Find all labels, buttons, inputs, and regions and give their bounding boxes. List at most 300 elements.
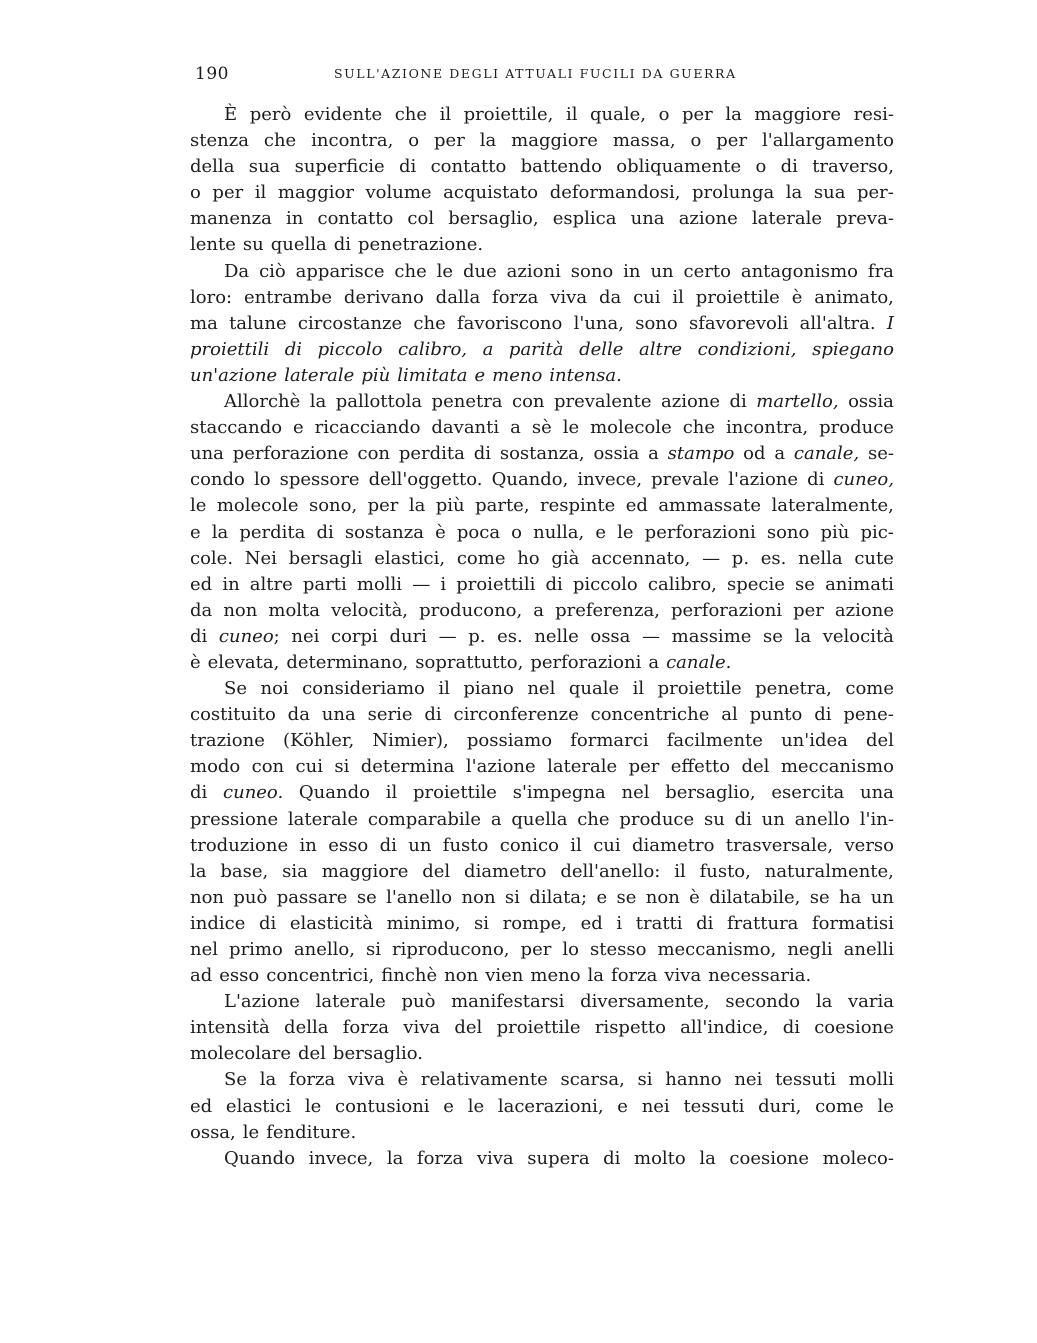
word: o: [190, 182, 201, 204]
word: i: [616, 912, 623, 934]
word: da: [190, 599, 213, 621]
word: per: [212, 182, 244, 204]
word: soprattutto,: [415, 651, 524, 673]
word: proiettili: [190, 338, 270, 360]
word: col: [407, 208, 435, 230]
text-line: [190, 1148, 894, 1174]
word: favoriscono: [457, 312, 563, 334]
word: da: [598, 286, 622, 308]
word: molli: [848, 1069, 894, 1091]
word: formarci: [570, 730, 649, 752]
word: contatto: [430, 156, 507, 178]
word: manifestarsi: [451, 991, 565, 1013]
word: sia: [282, 860, 308, 882]
word: troduzione: [190, 834, 289, 856]
paragraph: [190, 1069, 894, 1147]
word: e: [595, 521, 607, 543]
word: dalla: [435, 286, 481, 308]
word: esercita: [771, 782, 845, 804]
word: meno: [492, 364, 543, 386]
word: di: [696, 912, 714, 934]
text-line: [190, 887, 894, 913]
text-line: [190, 417, 894, 443]
text-line: [190, 234, 894, 260]
word: ma: [190, 312, 218, 334]
text-line: [190, 391, 894, 417]
word: di: [473, 443, 491, 465]
word: e: [443, 1095, 454, 1117]
word: perforazioni: [671, 599, 783, 621]
word: del: [741, 756, 770, 778]
word: la: [479, 130, 497, 152]
word: che: [413, 312, 446, 334]
word: spessore: [279, 469, 360, 491]
word: con: [251, 756, 285, 778]
word: per: [367, 495, 399, 517]
word: ed: [190, 1095, 213, 1117]
word: a: [648, 443, 659, 465]
word: ciò: [259, 260, 286, 282]
word: massime: [671, 625, 752, 647]
word: della: [190, 156, 235, 178]
word: punto: [749, 704, 803, 726]
word: che: [394, 104, 428, 125]
word: cuneo;: [218, 625, 280, 647]
text-line: [190, 287, 894, 313]
word: nella: [798, 547, 843, 569]
word: del: [297, 1043, 326, 1065]
word: ed: [625, 495, 648, 517]
word: proiettile: [496, 1017, 581, 1039]
word: sostanza: [344, 521, 424, 543]
word: forza: [492, 286, 539, 308]
word: già: [551, 547, 580, 569]
word: sfavorevoli: [688, 312, 789, 334]
word: condizioni,: [697, 338, 797, 360]
word: duri: [389, 625, 427, 647]
word: varia: [848, 991, 894, 1013]
word: si: [504, 886, 520, 908]
word: e: [617, 1095, 628, 1117]
word: la: [408, 495, 426, 517]
word: un: [650, 260, 674, 282]
word: per: [520, 939, 552, 960]
word: sua: [813, 182, 846, 204]
word: scarsa,: [560, 1069, 625, 1091]
text-line: [190, 782, 894, 808]
word: in: [222, 573, 240, 595]
word: azione: [661, 391, 721, 413]
word: esso: [219, 965, 260, 987]
word: stesso: [589, 939, 647, 960]
word: nei: [734, 1069, 763, 1091]
text-line: [190, 730, 894, 756]
word: pene-: [843, 704, 894, 726]
word: circonferenze: [453, 704, 579, 726]
word: o: [408, 130, 420, 152]
word: in: [623, 260, 641, 282]
word: quella: [270, 234, 327, 256]
word: coesione: [814, 1017, 894, 1039]
text-line: [190, 1069, 894, 1095]
word: esso: [328, 834, 369, 856]
paragraph: [190, 261, 894, 391]
word: a: [533, 599, 545, 621]
word: di: [398, 156, 417, 178]
word: che: [682, 417, 716, 439]
word: L'azione: [224, 991, 300, 1013]
word: una: [630, 208, 665, 230]
word: le: [436, 260, 454, 282]
word: ha: [839, 886, 862, 908]
word: di: [284, 338, 302, 360]
word: superficie: [294, 156, 385, 178]
paragraph: [190, 1148, 894, 1174]
word: azioni: [506, 260, 561, 282]
word: relativamente: [420, 1069, 548, 1091]
word: fusto: [442, 834, 489, 856]
word: se: [356, 886, 377, 908]
word: il: [672, 286, 684, 308]
word: viva: [550, 286, 588, 308]
word: è: [689, 886, 700, 908]
word: spiegano: [812, 338, 894, 360]
word: il: [385, 782, 398, 804]
word: che: [394, 260, 427, 282]
word: il: [439, 104, 452, 125]
word: —: [642, 625, 661, 647]
word: Nei: [244, 547, 277, 569]
word: proiettile: [412, 782, 497, 804]
word: di: [379, 834, 397, 856]
word: più: [361, 364, 391, 386]
word: forza: [416, 1147, 464, 1169]
word: penetra: [431, 391, 503, 413]
word: non: [190, 886, 225, 908]
word: forza: [288, 1069, 336, 1091]
word: apparisce: [295, 260, 385, 282]
word: martello,: [756, 391, 839, 413]
word: con: [357, 443, 391, 465]
word: a: [774, 443, 786, 465]
word: intensità: [190, 1017, 270, 1039]
word: le: [467, 1095, 485, 1117]
word: si: [474, 912, 490, 934]
word: rompe,: [502, 912, 568, 934]
word: proiettile: [695, 286, 780, 308]
word: loro:: [190, 286, 233, 308]
word: sè: [531, 417, 552, 439]
word: si: [334, 756, 350, 778]
text-line: [190, 626, 894, 652]
word: derivano: [343, 286, 424, 308]
word: una: [190, 443, 224, 465]
word: ed: [190, 573, 213, 595]
word: ho: [517, 547, 540, 569]
word: pressione: [190, 808, 279, 830]
word: trasversale,: [725, 834, 834, 856]
word: concentrici,: [266, 965, 375, 987]
word: laterale: [751, 208, 823, 230]
word: dilatabile,: [709, 886, 801, 908]
word: invece,: [308, 1147, 374, 1169]
word: quale: [568, 678, 620, 700]
word: cuneo.: [223, 782, 284, 804]
word: calibro,: [398, 338, 468, 360]
word: formatisi: [812, 912, 894, 934]
word: passare: [276, 886, 348, 908]
word: resi-: [853, 104, 894, 125]
word: quella: [511, 808, 568, 830]
word: di: [333, 234, 352, 256]
word: pallottola: [335, 391, 423, 413]
word: proiettile,: [463, 104, 554, 125]
word: anello: [794, 808, 850, 830]
word: hanno: [665, 1069, 722, 1091]
word: di: [545, 573, 563, 595]
word: meno: [530, 965, 581, 987]
word: le: [242, 1121, 260, 1143]
word: di: [190, 782, 208, 804]
word: il: [565, 104, 578, 125]
word: un'idea: [781, 730, 848, 752]
word: il: [674, 860, 686, 882]
word: per: [681, 104, 713, 125]
page-header: [195, 60, 895, 86]
word: minimo,: [386, 912, 461, 934]
word: secondo: [725, 991, 801, 1013]
word: molecole: [216, 495, 299, 517]
word: può: [233, 886, 268, 908]
word: facilmente: [666, 730, 763, 752]
word: sono,: [308, 495, 358, 517]
paragraph: [190, 391, 894, 678]
word: stampo: [667, 443, 735, 465]
word: per: [628, 756, 660, 778]
word: laterale: [284, 364, 355, 386]
word: un: [408, 834, 432, 856]
word: preferenza,: [555, 599, 660, 621]
word: laterale: [315, 991, 386, 1013]
text-line: [190, 261, 894, 287]
page-number: 190: [195, 64, 229, 84]
word: è: [397, 1069, 409, 1091]
word: cole.: [190, 547, 234, 569]
word: stenza: [190, 130, 249, 152]
word: le: [562, 417, 580, 439]
word: nel: [190, 939, 219, 960]
word: poca: [456, 521, 501, 543]
word: canale.: [666, 651, 732, 673]
word: laterale: [287, 808, 359, 830]
word: si: [637, 1069, 653, 1091]
word: la: [309, 391, 327, 413]
word: più: [820, 521, 850, 543]
word: volume: [365, 182, 432, 204]
word: produce: [619, 808, 695, 830]
word: lacerazioni,: [497, 1095, 604, 1117]
word: verso: [844, 834, 894, 856]
word: necessaria.: [708, 965, 812, 987]
word: diametro: [464, 860, 547, 882]
word: nei: [641, 1095, 670, 1117]
word: maggiore: [321, 860, 409, 882]
word: nulla,: [533, 521, 585, 543]
word: come: [845, 678, 894, 700]
paragraph: [190, 104, 894, 261]
word: prolunga: [692, 182, 775, 204]
word: forza: [611, 965, 658, 987]
word: la: [794, 625, 812, 647]
word: Allorchè: [224, 391, 301, 413]
text-line: [190, 495, 894, 521]
word: manenza: [190, 208, 272, 230]
word: sostanza,: [499, 443, 585, 465]
word: si: [365, 939, 381, 960]
word: il: [438, 678, 450, 700]
word: parte,: [475, 495, 530, 517]
word: una: [860, 782, 894, 804]
text-line: [190, 130, 894, 156]
word: se: [795, 573, 815, 595]
word: che: [577, 808, 610, 830]
word: bersaglio,: [665, 782, 756, 804]
word: ed: [580, 912, 603, 934]
word: Quando,: [491, 469, 569, 491]
word: Se: [224, 1069, 247, 1091]
word: su: [242, 234, 264, 256]
word: od: [743, 443, 766, 465]
word: base,: [220, 860, 269, 882]
word: molto: [634, 1147, 686, 1169]
word: concentriche: [590, 704, 710, 726]
word: la: [725, 104, 742, 125]
text-line: [190, 548, 894, 574]
word: animati: [825, 573, 894, 595]
word: nelle: [534, 625, 579, 647]
word: la: [190, 860, 207, 882]
text-line: [190, 365, 894, 391]
word: Quando: [298, 782, 370, 804]
word: intensa.: [549, 364, 622, 386]
word: da: [287, 704, 310, 726]
text-line: [190, 469, 894, 495]
word: possiamo: [466, 730, 553, 752]
word: dell'oggetto.: [368, 469, 483, 491]
word: può: [401, 991, 436, 1013]
word: negli: [787, 939, 833, 960]
word: la: [699, 1147, 716, 1169]
word: invece,: [577, 469, 643, 491]
word: perdita: [398, 443, 465, 465]
word: ossa: [590, 625, 631, 647]
word: ricacciando: [314, 417, 421, 439]
word: la: [587, 965, 605, 987]
word: di: [734, 808, 752, 830]
word: di: [258, 912, 277, 934]
word: altre: [249, 573, 293, 595]
word: staccando: [190, 417, 283, 439]
word: la: [211, 521, 229, 543]
word: ossia: [593, 443, 640, 465]
word: di: [316, 521, 334, 543]
text-line: [190, 208, 894, 234]
word: l'una,: [573, 312, 624, 334]
word: di: [814, 704, 832, 726]
word: piano: [463, 678, 514, 700]
word: l'azione: [728, 469, 799, 491]
text-line: [190, 678, 894, 704]
paragraph: [190, 991, 894, 1069]
word: nel: [527, 678, 556, 700]
word: proiettili: [456, 573, 536, 595]
text-line: [190, 522, 894, 548]
word: del: [454, 1017, 483, 1039]
text-line: [190, 574, 894, 600]
word: molta: [268, 599, 321, 621]
word: indice: [190, 912, 246, 934]
word: davanti: [431, 417, 500, 439]
word: e: [596, 886, 608, 908]
word: diversamente,: [580, 991, 710, 1013]
text-line: [190, 704, 894, 730]
word: e: [474, 364, 486, 386]
word: cui: [295, 756, 323, 778]
word: —: [438, 625, 457, 647]
word: fenditure.: [266, 1121, 357, 1143]
word: vien: [485, 965, 524, 987]
word: lo: [562, 939, 579, 960]
word: massa,: [612, 130, 676, 152]
word: canale,: [793, 443, 860, 465]
word: fra: [867, 260, 894, 282]
word: a: [482, 338, 494, 360]
word: elastici: [225, 1095, 292, 1117]
word: è: [190, 651, 201, 673]
word: es.: [497, 625, 523, 647]
word: p.: [731, 547, 750, 569]
word: talune: [229, 312, 287, 334]
word: meccanismo,: [657, 939, 777, 960]
word: come: [815, 1095, 864, 1117]
word: bersagli: [288, 547, 363, 569]
word: penetrazione.: [358, 234, 484, 256]
word: se: [616, 886, 637, 908]
word: p.: [468, 625, 486, 647]
word: animato,: [814, 286, 894, 308]
word: maggiore: [511, 130, 598, 152]
word: le: [304, 1095, 322, 1117]
text-line: [190, 835, 894, 861]
word: specie: [727, 573, 785, 595]
word: ad: [190, 965, 213, 987]
word: conico: [499, 834, 559, 856]
word: anello,: [293, 939, 355, 960]
text-line: [190, 339, 894, 365]
word: o: [690, 130, 702, 152]
word: I: [886, 312, 894, 334]
word: dilata;: [529, 886, 588, 908]
word: traverso,: [812, 156, 894, 178]
word: le: [190, 495, 207, 517]
word: l'allargamento: [761, 130, 894, 152]
word: pic-: [860, 521, 894, 543]
word: di: [729, 391, 747, 413]
word: le: [617, 521, 634, 543]
word: la: [259, 1069, 277, 1091]
word: acquistato: [443, 182, 539, 204]
word: lateralmente,: [771, 495, 894, 517]
